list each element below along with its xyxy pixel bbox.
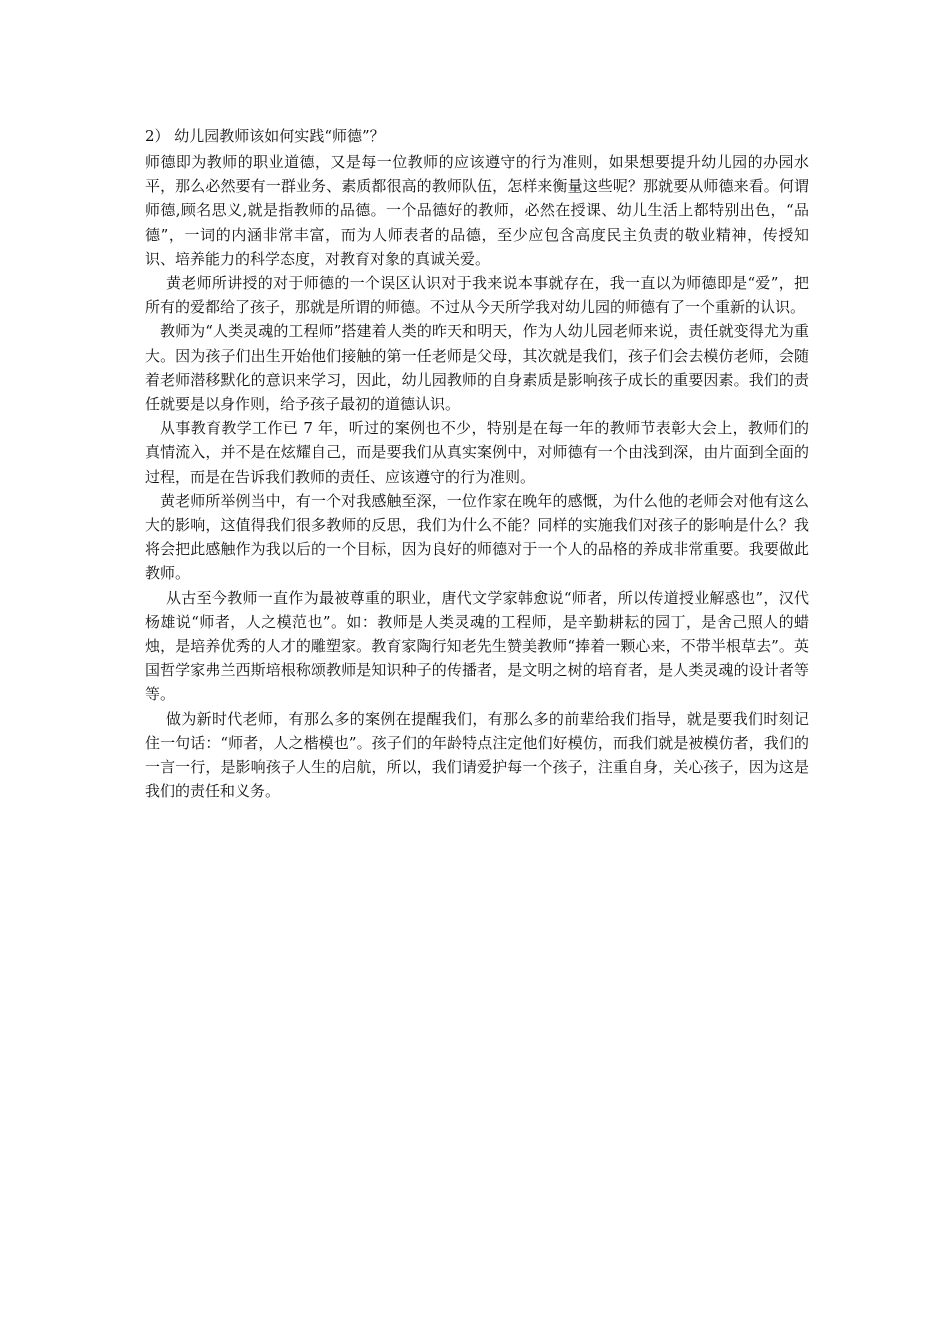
paragraph-2: 黄老师所讲授的对于师德的一个误区认识对于我来说本事就存在，我一直以为师德即是“爱”，把所有的爱都给了孩子，那就是所谓的师德。不过从今天所学我对幼儿园的师德有了一个重新的认识。 <box>145 274 809 317</box>
document-page <box>145 124 809 803</box>
paragraph-3: 教师为“人类灵魂的工程师”搭建着人类的昨天和明天，作为人幼儿园老师来说，责任就变得尤为重大。因为孩子们出生开始他们接触的第一任老师是父母，其次就是我们，孩子们会去模仿老师，会随着老师潜移默化的意识来学习，因此，幼儿园教师的自身素质是影响孩子成长的重要因素。我们的责任就要是以身作则，给予孩子最初的道德认识。 <box>145 322 809 414</box>
paragraph-5: 黄老师所举例当中，有一个对我感触至深，一位作家在晚年的感慨，为什么他的老师会对他有这么大的影响，这值得我们很多教师的反思，我们为什么不能？同样的实施我们对孩子的影响是什么？我将会把此感触作为我以后的一个目标，因为良好的师德对于一个人的品格的养成非常重要。我要做此教师。 <box>145 491 809 583</box>
paragraph-4: 从事教育教学工作已 7 年，听过的案例也不少，特别是在每一年的教师节表彰大会上，教师们的真情流入，并不是在炫耀自己，而是要我们从真实案例中，对师德有一个由浅到深，由片面到全面的过程，而是在告诉我们教师的责任、应该遵守的行为准则。 <box>145 419 809 486</box>
paragraph-1: 师德即为教师的职业道德，又是每一位教师的应该遵守的行为准则，如果想要提升幼儿园的办园水平，那么必然要有一群业务、素质都很高的教师队伍，怎样来衡量这些呢？那就要从师德来看。何谓师德,顾名思义,就是指教师的品德。一个品德好的教师，必然在授课、幼儿生活上都特别出色，“品德”，一词的内涵非常丰富，而为人师表者的品德，至少应包含高度民主负责的敬业精神，传授知识、培养能力的科学态度，对教育对象的真诚关爱。 <box>145 153 809 268</box>
paragraph-6: 从古至今教师一直作为最被尊重的职业，唐代文学家韩愈说“师者，所以传道授业解惑也”，汉代杨雄说“师者，人之模范也”。如：教师是人类灵魂的工程师，是辛勤耕耘的园丁，是舍己照人的蜡烛，是培养优秀的人才的雕塑家。教育家陶行知老先生赞美教师“捧着一颗心来，不带半根草去”。英国哲学家弗兰西斯培根称颂教师是知识种子的传播者，是文明之树的培育者，是人类灵魂的设计者等等。 <box>145 588 809 704</box>
section-heading: 2） 幼儿园教师该如何实践“师德”？ <box>145 127 385 145</box>
paragraph-7: 做为新时代老师，有那么多的案例在提醒我们，有那么多的前辈给我们指导，就是要我们时刻记住一句话：“师者，人之楷模也”。孩子们的年龄特点注定他们好模仿，而我们就是被模仿者，我们的一言一行，是影响孩子人生的启航，所以，我们请爱护每一个孩子，注重自身，关心孩子，因为这是我们的责任和义务。 <box>145 709 809 801</box>
